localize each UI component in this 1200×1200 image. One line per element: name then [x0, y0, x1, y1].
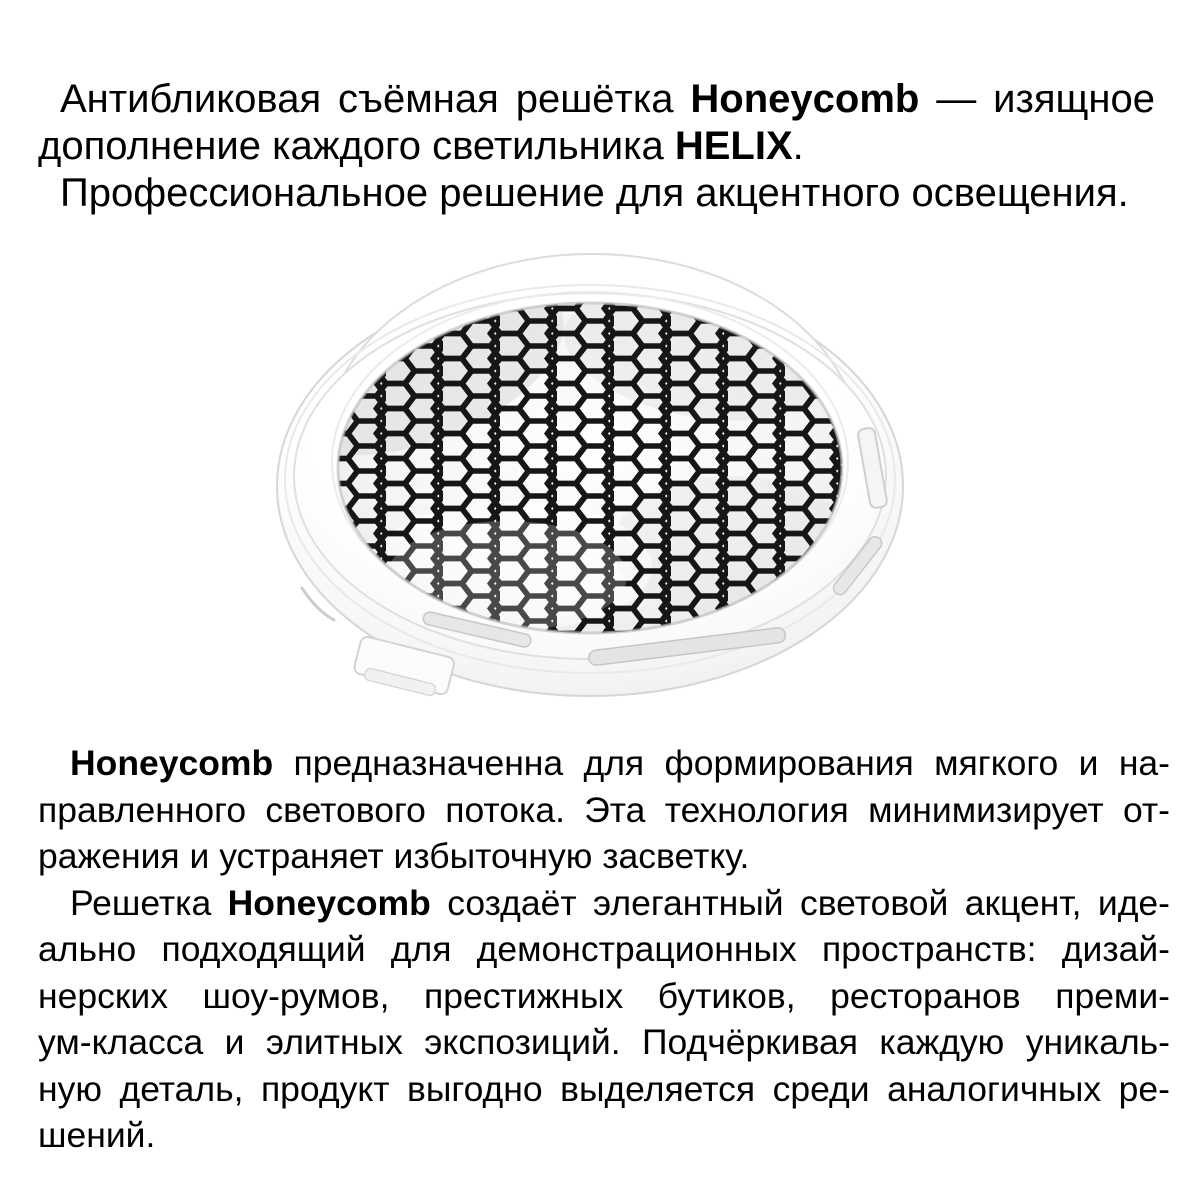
- description-text-run: предназначенна для формирования мягкого и на-: [273, 743, 1170, 783]
- description-line-7: [38, 1019, 1170, 1066]
- honeycomb-grid-illustration: [272, 246, 912, 708]
- intro-line-2: [38, 123, 1155, 170]
- intro-text-run: Антибликовая съёмная решётка: [60, 77, 691, 121]
- brand-helix: HELIX: [674, 124, 793, 168]
- description-text-run: шений.: [38, 1115, 156, 1155]
- brand-honeycomb: Honeycomb: [227, 882, 431, 923]
- description-text-run: ально подходящий для демонстрационных пространств: дизай-: [38, 929, 1170, 969]
- brand-honeycomb: Honeycomb: [690, 77, 920, 121]
- intro-text-run: — изящное: [919, 77, 1155, 121]
- description-text-run: создаёт элегантный световой акцент, иде-: [430, 882, 1170, 923]
- description-text-run: ную деталь, продукт выгодно выделяется среди аналогичных ре-: [38, 1068, 1170, 1109]
- description-text-run: Решетка: [70, 882, 228, 923]
- description-line-6: [38, 973, 1170, 1020]
- brand-honeycomb: Honeycomb: [70, 743, 274, 783]
- description-text: [38, 740, 1170, 1159]
- description-line-2: [38, 787, 1170, 834]
- description-text-run: правленного светового потока. Эта технология минимизирует от-: [38, 789, 1170, 830]
- description-line-9: [38, 1112, 1170, 1159]
- description-line-1: [38, 740, 1170, 787]
- description-line-3: [38, 833, 1170, 880]
- description-line-4: [38, 880, 1170, 927]
- product-photo: [272, 246, 912, 708]
- intro-text-run: дополнение каждого светильника: [38, 124, 675, 168]
- description-text-run: нерских шоу-румов, престижных бутиков, ресторанов преми-: [38, 975, 1170, 1016]
- intro-line-1: [38, 76, 1155, 123]
- intro-line-3: [38, 170, 1155, 217]
- description-line-8: [38, 1066, 1170, 1113]
- description-text-run: ражения и устраняет избыточную засветку.: [38, 836, 750, 876]
- description-text-run: ум-класса и элитных экспозиций. Подчёркивая каждую уникаль-: [38, 1022, 1170, 1062]
- intro-text-run: .: [792, 124, 804, 168]
- description-line-5: [38, 926, 1170, 973]
- intro-text-run: Профессиональное решение для акцентного освещения.: [60, 171, 1129, 215]
- intro-text: [38, 76, 1155, 217]
